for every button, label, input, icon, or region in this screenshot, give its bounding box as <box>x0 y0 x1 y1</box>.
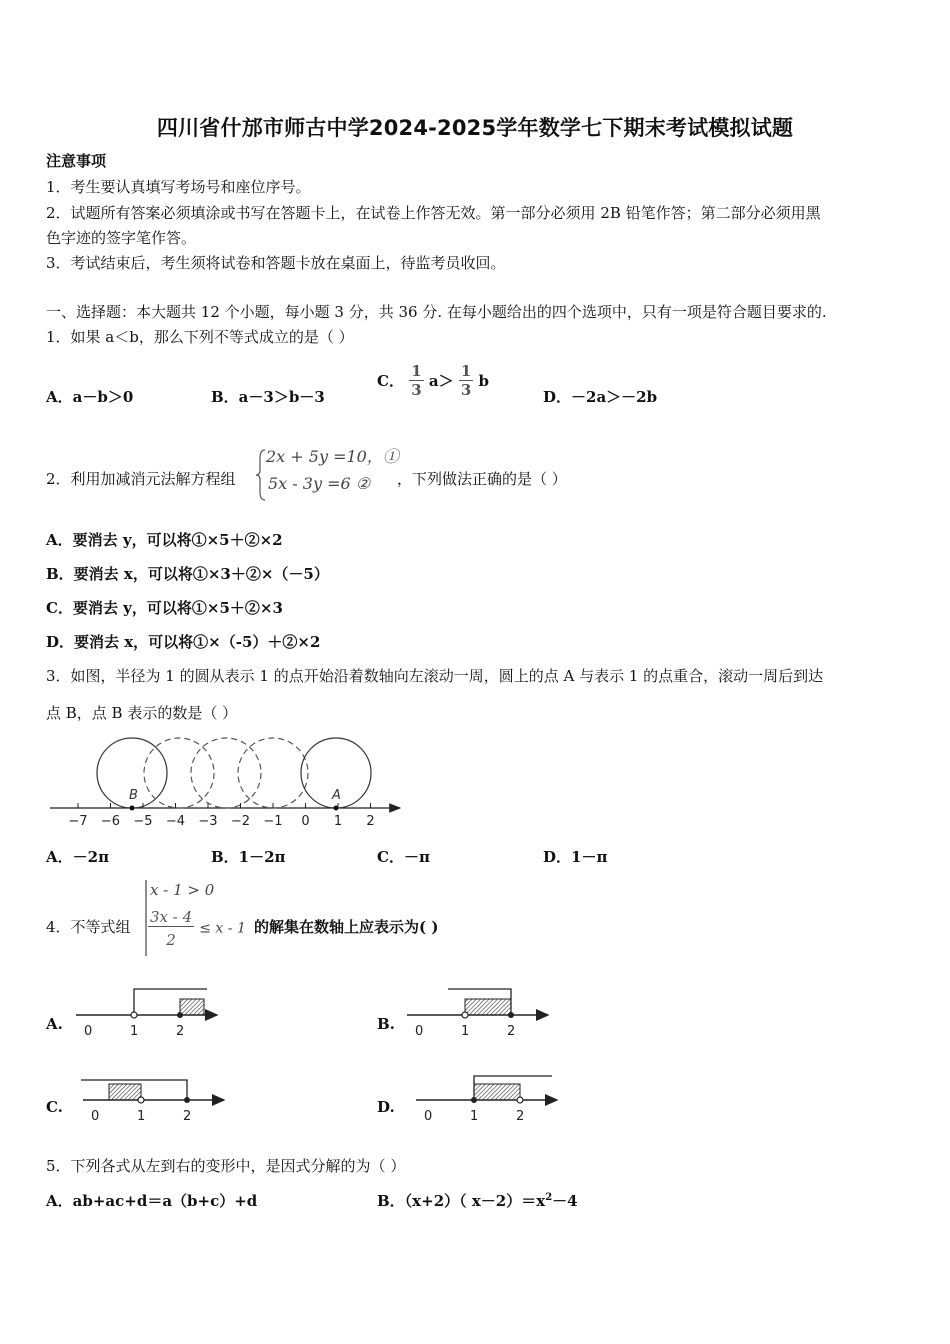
q4-option-d-number-line <box>412 1068 562 1128</box>
rolling-circle-ghost <box>238 738 308 808</box>
axis-tick-label: −1 <box>263 814 283 829</box>
tick-label: 1 <box>470 1109 479 1124</box>
axis-tick-label: 2 <box>366 814 375 829</box>
q2-option-a: A．要消去 y，可以将①×5＋②×2 <box>46 531 283 549</box>
axis-tick-label: 1 <box>333 814 343 829</box>
rolling-circle-figure <box>46 733 412 833</box>
point-a <box>334 806 339 811</box>
tick-label: 2 <box>176 1024 185 1039</box>
fraction <box>148 908 194 949</box>
notice-item-2-cont: 色字迹的签字笔作答。 <box>46 229 197 247</box>
q3-option-c: C．－π <box>377 848 430 866</box>
fraction-denominator: 2 <box>166 931 176 949</box>
q4-option-b-label: B. <box>377 1015 395 1033</box>
axis-tick-label: −4 <box>165 814 186 829</box>
question-4-suffix: 的解集在数轴上应表示为( ) <box>254 918 439 936</box>
q4-option-a-number-line <box>72 983 222 1043</box>
tick-label: 2 <box>507 1024 516 1039</box>
fraction-denominator: 3 <box>411 381 422 399</box>
page-title: 四川省什邡市师古中学2024-2025学年数学七下期末考试模拟试题 <box>156 116 794 140</box>
tick-label: 2 <box>516 1109 525 1124</box>
axis-tick-label: 0 <box>301 814 310 829</box>
tick-label: 1 <box>461 1024 470 1039</box>
question-3-stem-1: 3．如图，半径为 1 的圆从表示 1 的点开始沿着数轴向左滚动一周，圆上的点 A 与表示 1 的点重合，滚动一周后到达 <box>46 667 824 685</box>
q5-option-a: A．ab+ac+d＝a（b+c）+d <box>46 1192 258 1210</box>
point-b-label: B <box>129 788 138 803</box>
q5-option-b-tail: －4 <box>552 1192 578 1210</box>
notice-item-1: 1．考生要认真填写考场号和座位序号。 <box>46 178 311 196</box>
question-2-prefix: 2．利用加减消元法解方程组 <box>46 470 236 488</box>
q3-option-a: A．－2π <box>46 848 110 866</box>
q2-option-b: B．要消去 x，可以将①×3＋②×（－5） <box>46 565 329 583</box>
q1-option-d: D．－2a＞－2b <box>543 388 658 406</box>
q5-option-b-main: B．（x+2）（ x－2）＝x <box>377 1192 546 1210</box>
q4-option-c-number-line <box>79 1068 229 1128</box>
question-5-stem: 5．下列各式从左到右的变形中，是因式分解的为（ ） <box>46 1157 406 1175</box>
axis-tick-label: −2 <box>230 814 251 829</box>
system-equation-1: 2x + 5y =10，① <box>266 447 399 466</box>
tick-label: 0 <box>415 1024 424 1039</box>
system-equation-2: 5x - 3y =6 ② <box>268 474 371 493</box>
axis-tick-label: −5 <box>133 814 153 829</box>
rolling-circle-ghost <box>144 738 214 808</box>
q1-option-c-a: a＞ <box>428 372 454 390</box>
tick-label: 1 <box>130 1024 139 1039</box>
fraction-numerator: 1 <box>411 362 422 380</box>
tick-label: 0 <box>91 1109 100 1124</box>
inequality-1: x - 1 > 0 <box>150 881 215 899</box>
q1-option-a: A．a－b＞0 <box>46 388 134 406</box>
q3-option-d: D．1－π <box>543 848 608 866</box>
question-4-prefix: 4．不等式组 <box>46 918 131 936</box>
q5-option-b <box>377 1190 578 1211</box>
inequality-2 <box>148 908 246 949</box>
q4-option-d-label: D. <box>377 1098 395 1116</box>
q3-option-b: B．1－2π <box>211 848 286 866</box>
axis-tick-label: −7 <box>68 814 88 829</box>
tick-label: 2 <box>183 1109 192 1124</box>
q4-option-c-label: C. <box>46 1098 63 1116</box>
rolling-circle-ghost <box>191 738 261 808</box>
axis-tick-label: −6 <box>100 814 121 829</box>
q2-option-c: C．要消去 y，可以将①×5＋②×3 <box>46 599 283 617</box>
question-1-stem: 1．如果 a＜b，那么下列不等式成立的是（ ） <box>46 328 354 346</box>
point-a-label: A <box>332 788 341 803</box>
fraction-numerator: 3x - 4 <box>150 908 193 926</box>
question-2-suffix: ，下列做法正确的是（ ） <box>397 470 567 488</box>
fraction-numerator: 1 <box>460 362 472 380</box>
tick-label: 1 <box>137 1109 146 1124</box>
axis-tick-label: −3 <box>198 814 218 829</box>
section-heading: 一、选择题：本大题共 12 个小题，每小题 3 分，共 36 分. 在每小题给出的四个选项中，只有一项是符合题目要求的. <box>46 303 827 321</box>
q1-option-c-b: b <box>478 371 489 390</box>
inequality-2-rest: ≤ x - 1 <box>199 920 246 937</box>
notice-heading: 注意事项 <box>46 152 107 170</box>
q5-option-b-exponent: 2 <box>545 1192 553 1203</box>
fraction-denominator: 3 <box>460 381 472 399</box>
q2-option-d: D．要消去 x，可以将①×（-5）＋②×2 <box>46 633 321 651</box>
q4-option-b-number-line <box>403 983 553 1043</box>
tick-label: 0 <box>84 1024 93 1039</box>
fraction <box>409 362 423 399</box>
q1-option-b: B．a－3＞b－3 <box>211 388 325 406</box>
q1-option-c <box>377 362 489 399</box>
point-b <box>130 806 135 811</box>
question-3-stem-2: 点 B，点 B 表示的数是（ ） <box>46 704 238 722</box>
tick-label: 0 <box>424 1109 433 1124</box>
notice-item-3: 3．考试结束后，考生须将试卷和答题卡放在桌面上，待监考员收回。 <box>46 254 506 272</box>
q4-option-a-label: A. <box>46 1015 63 1033</box>
q1-option-c-prefix: C． <box>377 372 404 390</box>
fraction <box>459 362 473 399</box>
notice-item-2: 2．试题所有答案必须填涂或书写在答题卡上，在试卷上作答无效。第一部分必须用 2B 铅笔作答；第二部分必须用黑 <box>46 204 821 222</box>
